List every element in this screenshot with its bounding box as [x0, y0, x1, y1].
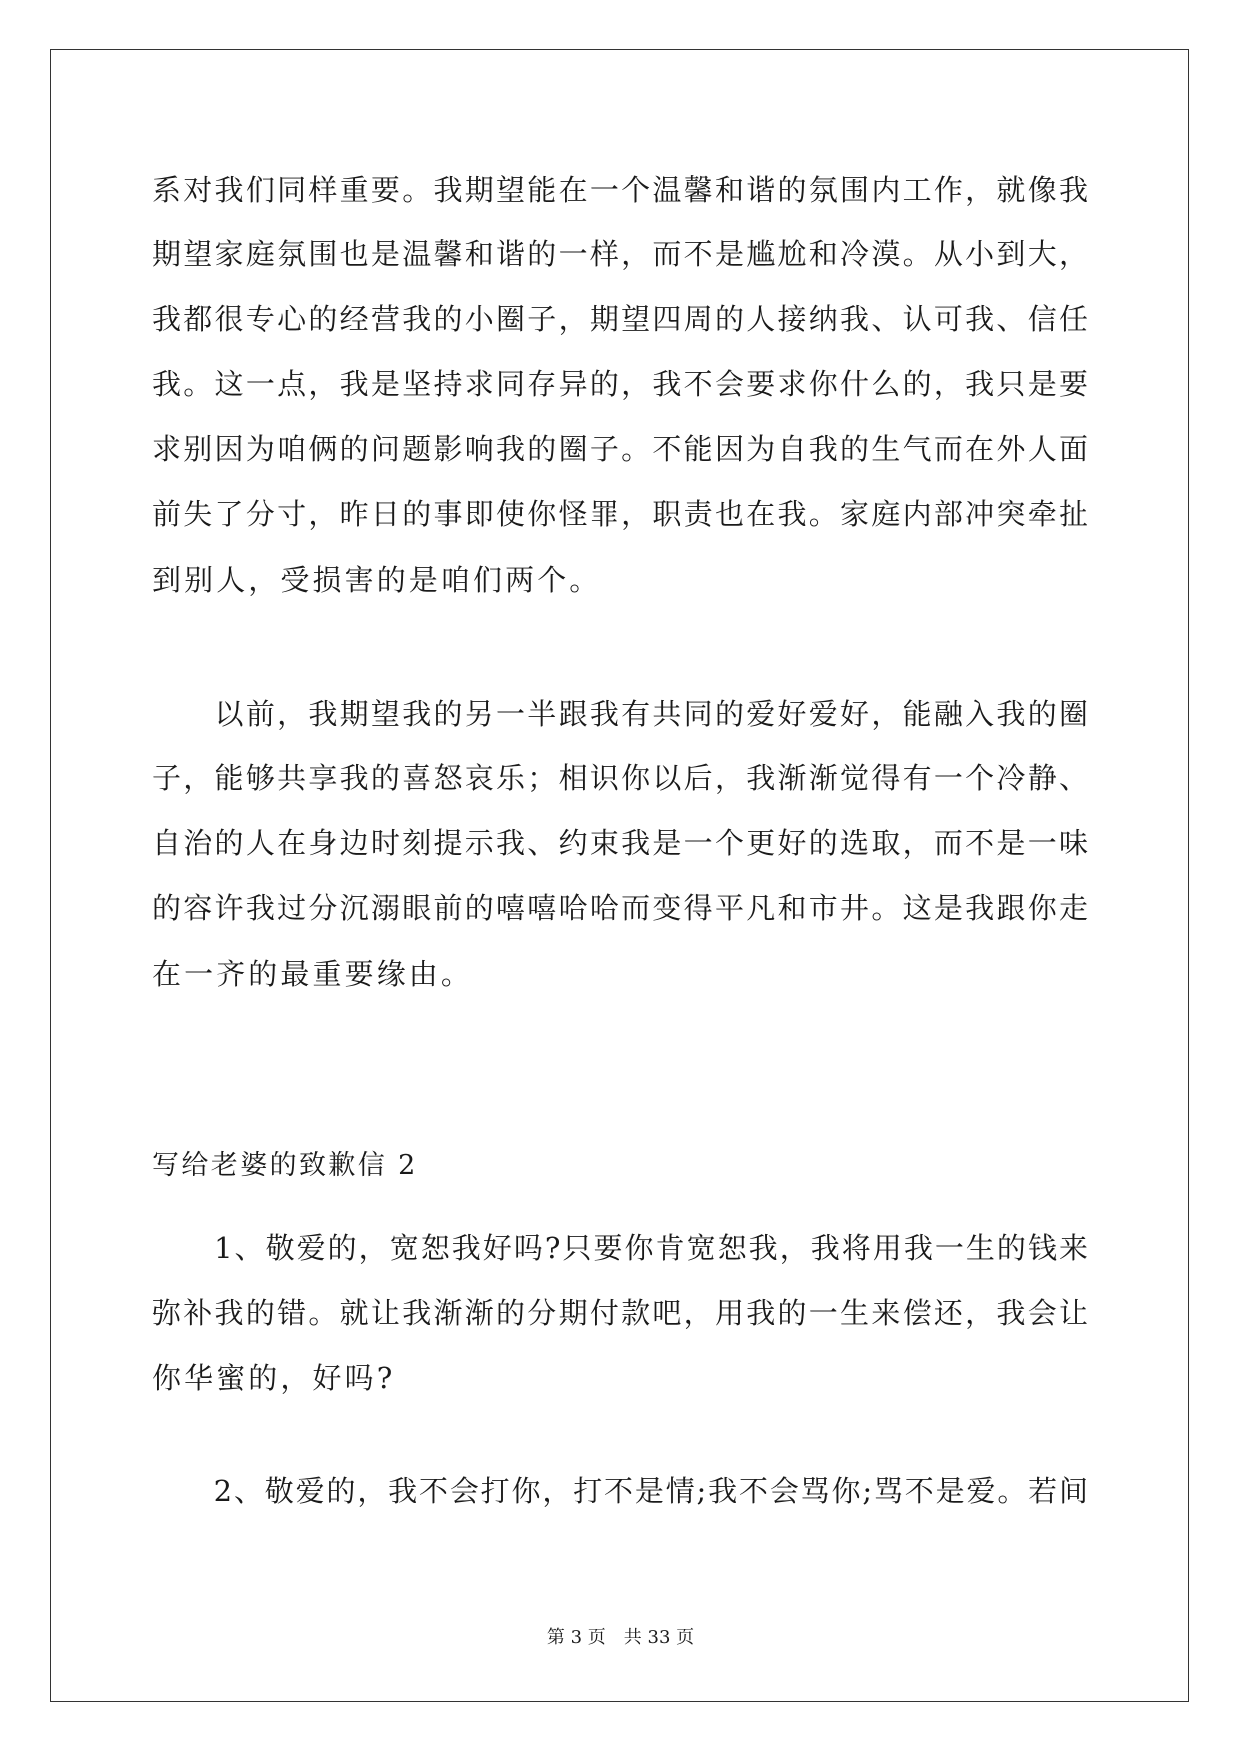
body-text-line: 到别人，受损害的是咱们两个。 [152, 563, 602, 597]
body-text-line: 2、敬爱的，我不会打你，打不是情;我不会骂你;骂不是爱。若间 [152, 1474, 1088, 1508]
body-text-line: 以前，我期望我的另一半跟我有共同的爱好爱好，能融入我的圈 [152, 697, 1088, 731]
body-text-line: 自治的人在身边时刻提示我、约束我是一个更好的选取，而不是一味 [152, 826, 1088, 860]
body-text-line: 的容许我过分沉溺眼前的嘻嘻哈哈而变得平凡和市井。这是我跟你走 [152, 891, 1088, 925]
body-text-line: 1、敬爱的，宽恕我好吗?只要你肯宽恕我，我将用我一生的钱来 [152, 1231, 1088, 1265]
section-heading: 写给老婆的致歉信 2 [152, 1150, 418, 1181]
body-text-line: 你华蜜的，好吗? [152, 1361, 396, 1395]
body-text-line: 前失了分寸，昨日的事即使你怪罪，职责也在我。家庭内部冲突牵扯 [152, 497, 1088, 531]
body-text-line: 系对我们同样重要。我期望能在一个温馨和谐的氛围内工作，就像我 [152, 173, 1088, 207]
page-border [50, 49, 1189, 1702]
body-text-line: 我都很专心的经营我的小圈子，期望四周的人接纳我、认可我、信任 [152, 302, 1088, 336]
body-text-line: 期望家庭氛围也是温馨和谐的一样，而不是尴尬和冷漠。从小到大， [152, 237, 1088, 271]
body-text-line: 弥补我的错。就让我渐渐的分期付款吧，用我的一生来偿还，我会让 [152, 1296, 1088, 1330]
page-footer: 第 3 页 共 33 页 [546, 1627, 695, 1648]
body-text-line: 求别因为咱俩的问题影响我的圈子。不能因为自我的生气而在外人面 [152, 432, 1088, 466]
body-text-line: 我。这一点，我是坚持求同存异的，我不会要求你什么的，我只是要 [152, 367, 1088, 401]
body-text-line: 子，能够共享我的喜怒哀乐；相识你以后，我渐渐觉得有一个冷静、 [152, 761, 1088, 795]
body-text-line: 在一齐的最重要缘由。 [152, 957, 474, 991]
